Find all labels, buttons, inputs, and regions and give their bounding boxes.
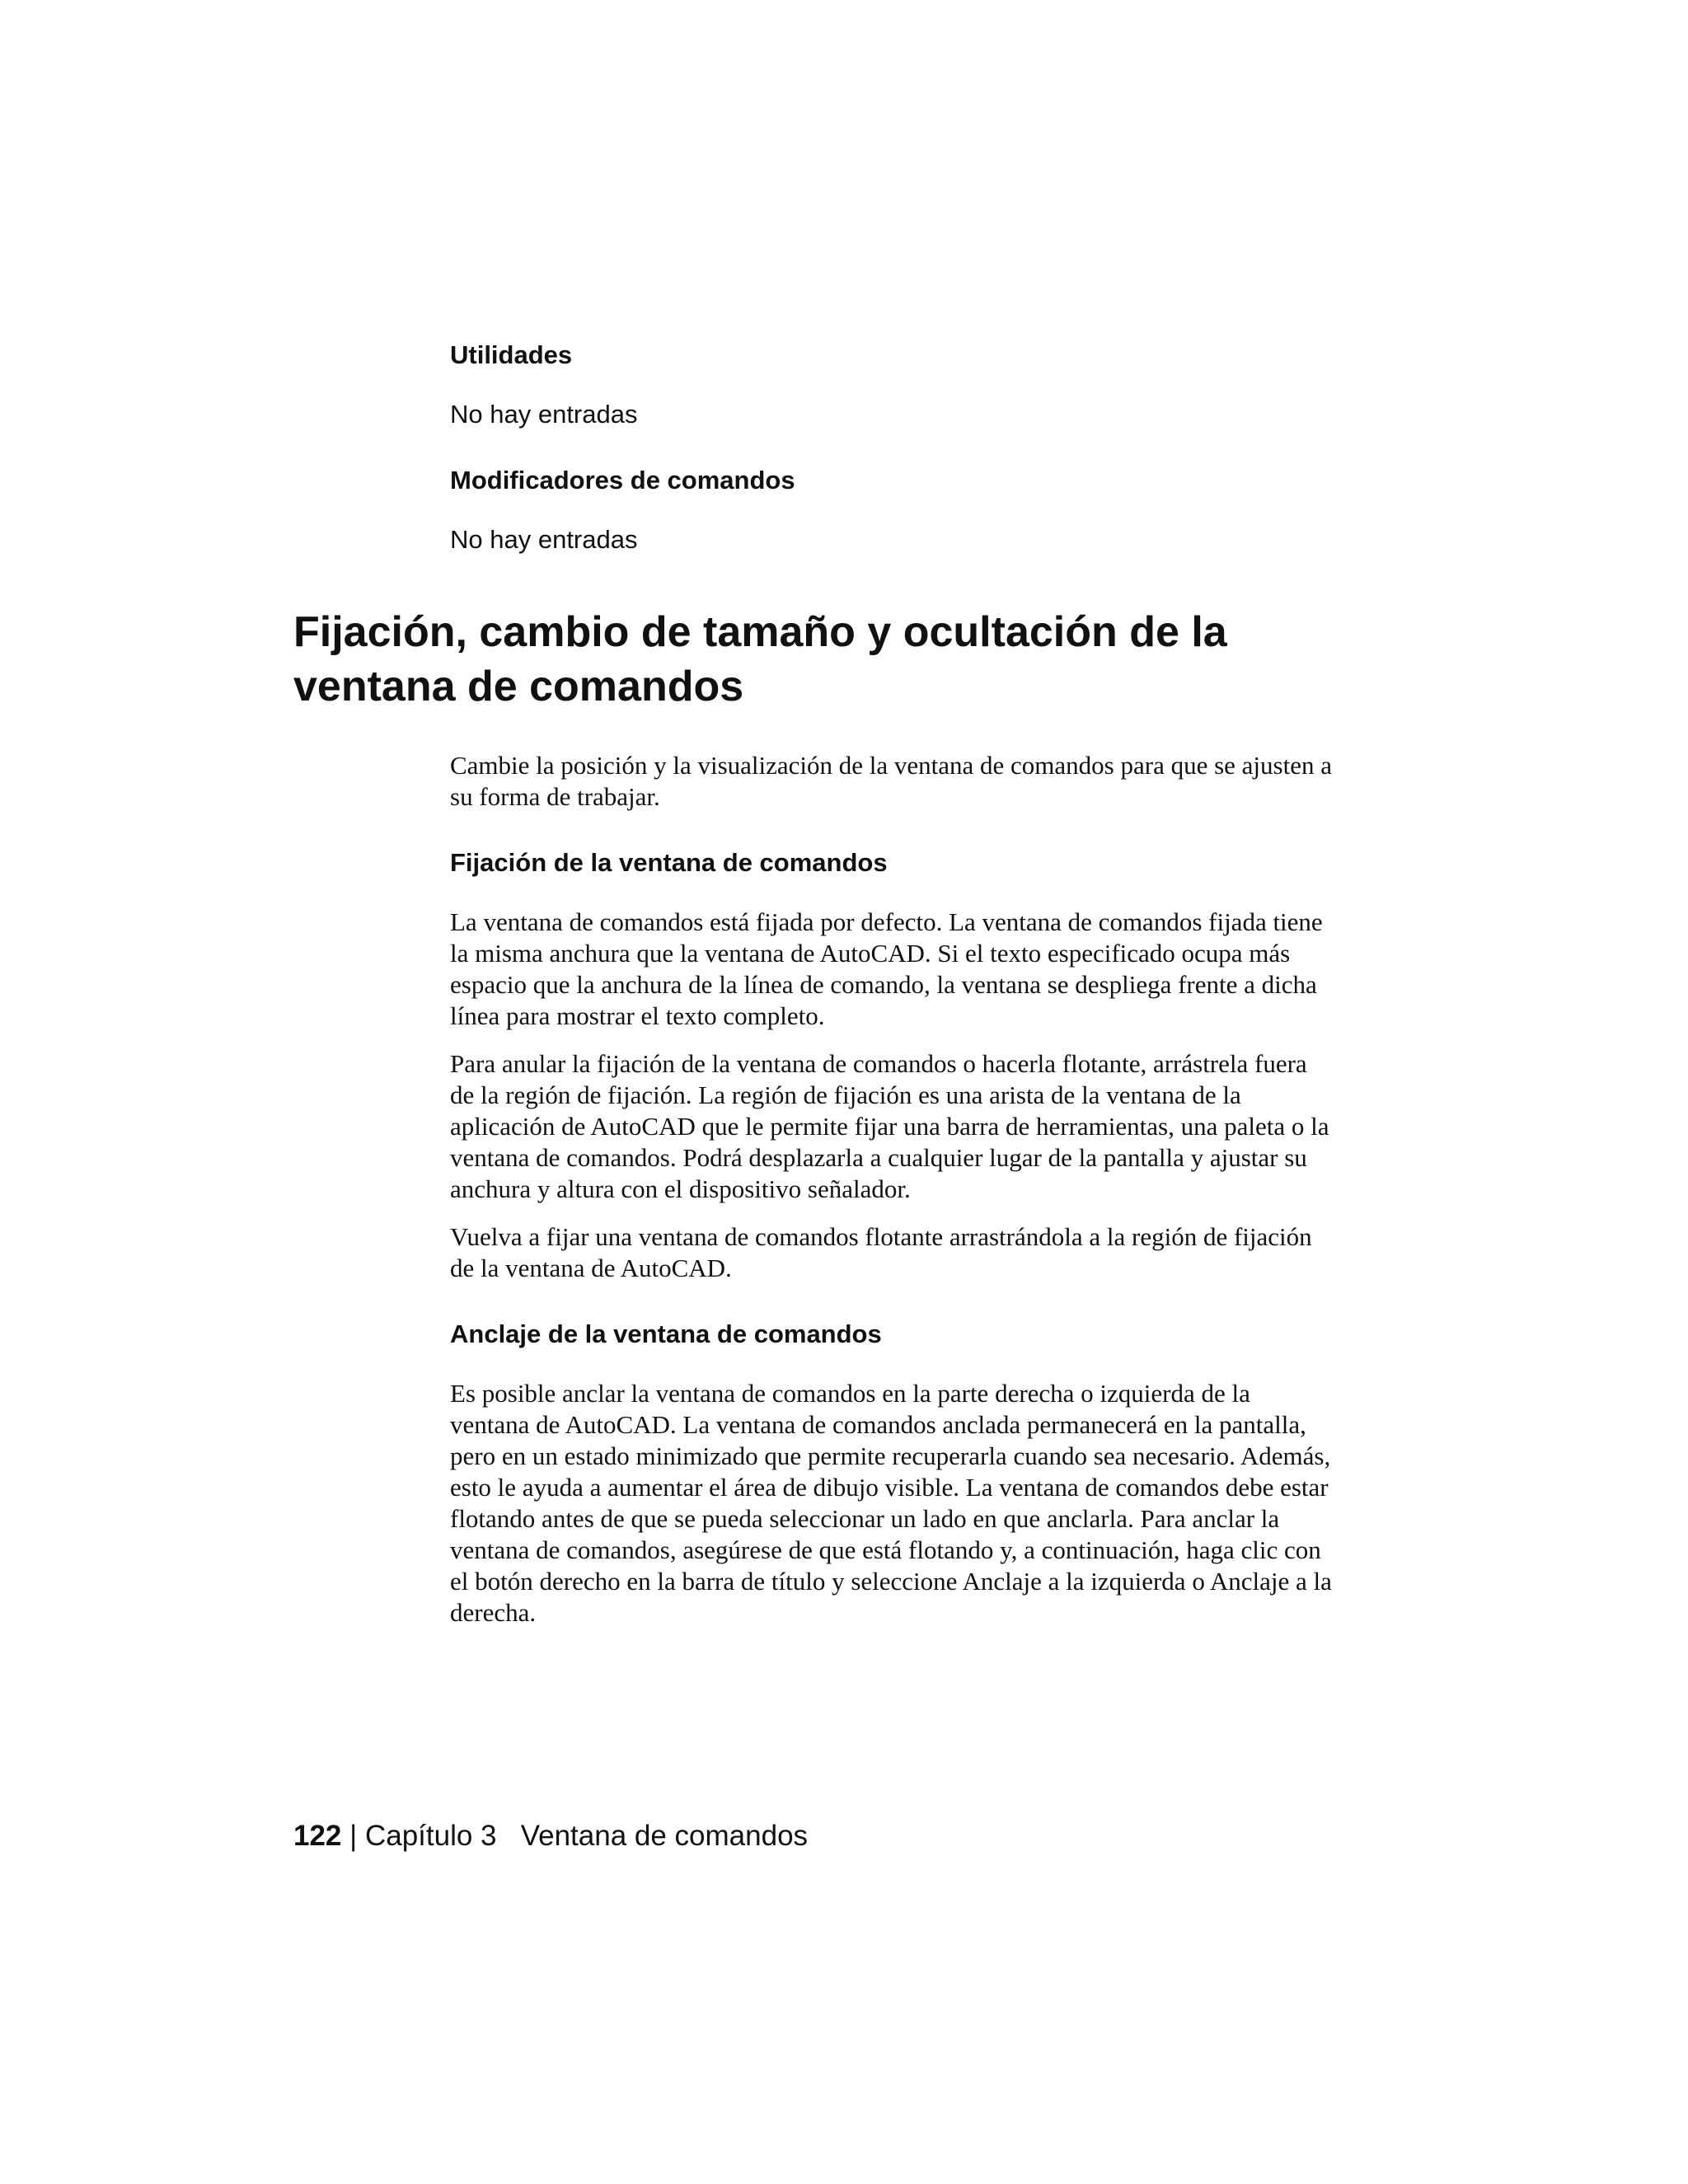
- modificadores-text: No hay entradas: [450, 525, 638, 554]
- footer-chapter: Capítulo 3: [364, 1820, 497, 1852]
- utilidades-heading: Utilidades: [450, 340, 573, 369]
- anclaje-heading: Anclaje de la ventana de comandos: [450, 1319, 882, 1348]
- utilidades-text: No hay entradas: [450, 400, 638, 429]
- footer-separator: |: [341, 1820, 365, 1852]
- section-title-line1: Fijación, cambio de tamaño y ocultación de la: [293, 608, 1227, 656]
- intro-paragraph: Cambie la posición y la visualización de la ventana de comandos para que se ajusten a su forma de trabajar.: [450, 751, 1332, 811]
- fijacion-paragraph-3: Vuelva a fijar una ventana de comandos flotante arrastrándola a la región de fijación de la ventana de AutoCAD.: [450, 1222, 1312, 1282]
- anclaje-paragraph: Es posible anclar la ventana de comandos en la parte derecha o izquierda de la ventana de AutoCAD. La ventana de comandos anclada permanecerá en la pantalla, pero en un estado minimizado que permite recuperarla cuando sea necesario. Además, esto le ayuda a aumentar el área de dibujo visible. La ventana de comandos debe estar flotando antes de que se pueda seleccionar un lado en que anclarla. Para anclar la ventana de comandos, asegúrese de que está flotando y, a continuación, haga clic con el botón derecho en la barra de título y seleccione Anclaje a la izquierda o Anclaje a la derecha.: [450, 1379, 1332, 1627]
- page-number: 122: [293, 1820, 342, 1852]
- fijacion-paragraph-1: La ventana de comandos está fijada por defecto. La ventana de comandos fijada tiene la misma anchura que la ventana de AutoCAD. Si el texto especificado ocupa más espacio que la anchura de la línea de comando, la ventana se despliega frente a dicha línea para mostrar el texto completo.: [450, 907, 1323, 1030]
- section-title-line2: ventana de comandos: [293, 663, 744, 710]
- modificadores-heading: Modificadores de comandos: [450, 466, 795, 494]
- section-title: [293, 605, 1365, 714]
- page-footer: [293, 1818, 808, 1854]
- fijacion-paragraph-2: Para anular la fijación de la ventana de comandos o hacerla flotante, arrástrela fuera de la región de fijación. La región de fijación es una arista de la ventana de la aplicación de AutoCAD que le permite fijar una barra de herramientas, una paleta o la ventana de comandos. Podrá desplazarla a cualquier lugar de la pantalla y ajustar su anchura y altura con el dispositivo señalador.: [450, 1049, 1329, 1203]
- fijacion-heading: Fijación de la ventana de comandos: [450, 848, 888, 877]
- footer-chapter-title: Ventana de comandos: [520, 1820, 809, 1852]
